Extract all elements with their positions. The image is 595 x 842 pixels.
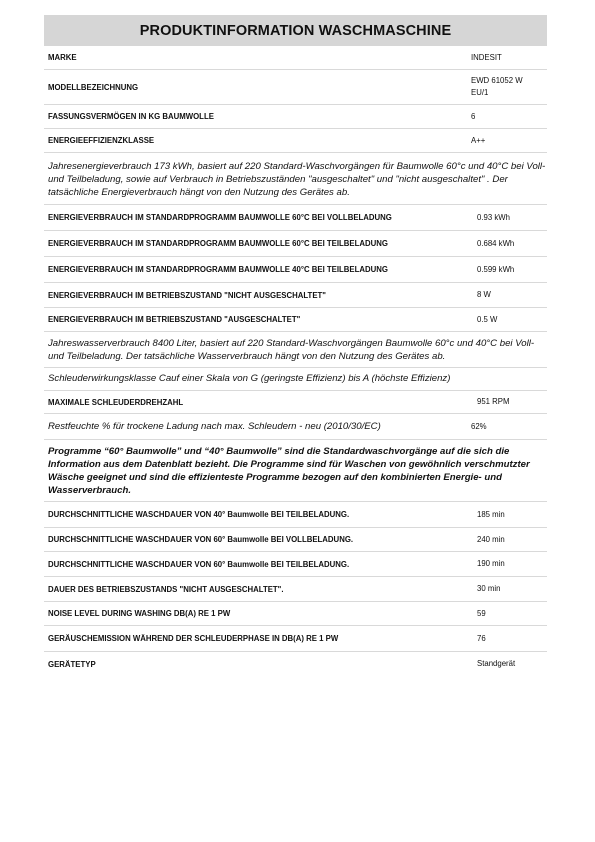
spec-label: DURCHSCHNITTLICHE WASCHDAUER VON 60° Baumwolle BEI TEILBELADUNG.: [48, 559, 350, 569]
table-row: [44, 308, 547, 332]
table-row: [44, 414, 547, 440]
spec-value: 6: [471, 111, 476, 121]
table-row: [44, 552, 547, 577]
spec-value: 30 min: [477, 584, 501, 593]
spec-label: ENERGIEEFFIZIENZKLASSE: [48, 136, 155, 145]
spec-value: INDESIT: [471, 52, 502, 62]
spec-value: 62%: [471, 421, 487, 431]
table-row: [44, 652, 547, 676]
spec-value: 0.684 kWh: [477, 238, 515, 248]
spec-label: DAUER DES BETRIEBSZUSTANDS "NICHT AUSGESCHALTET".: [48, 584, 284, 594]
spec-value: 76: [477, 633, 486, 643]
spec-value-line: EWD 61052 W: [471, 76, 523, 85]
spec-value: 59: [477, 608, 486, 618]
spec-value: 8 W: [477, 290, 491, 299]
table-row: [44, 105, 547, 129]
table-row: [44, 205, 547, 231]
table-row: [44, 626, 547, 652]
spec-label: MODELLBEZEICHNUNG: [48, 82, 139, 92]
spec-label: FASSUNGSVERMÖGEN IN KG BAUMWOLLE: [48, 112, 214, 121]
table-row: [44, 283, 547, 308]
spec-value: 190 min: [477, 559, 505, 568]
spec-value-line: EU/1: [471, 88, 489, 97]
spin-efficiency-paragraph: Schleuderwirkungsklasse Cauf einer Skala von G (geringste Effizienz) bis A (höchste Effizienz): [44, 368, 547, 391]
table-row: [44, 391, 547, 414]
spec-value: 0.599 kWh: [477, 264, 515, 274]
spec-label: ENERGIEVERBRAUCH IM STANDARDPROGRAMM BAUMWOLLE 40°C BEI TEILBELADUNG: [48, 265, 388, 274]
energy-consumption-paragraph: Jahresenergieverbrauch 173 kWh, basiert auf 220 Standard-Waschvorgängen für Baumwolle 60°c und 40°C bei Voll- und Teilbeladung, sowie auf Verbrauch in Betriebszuständen "ausgeschaltet" und "nicht ausgeschaltet" . Der tatsächliche Energieverbrauch hängt von den Nutzung des Gerätes ab.: [44, 153, 547, 205]
spec-label: ENERGIEVERBRAUCH IM BETRIEBSZUSTAND "AUSGESCHALTET": [48, 315, 301, 324]
spec-label: GERÄUSCHEMISSION WÄHREND DER SCHLEUDERPHASE IN DB(A) RE 1 PW: [48, 634, 339, 643]
spec-value: 185 min: [477, 509, 505, 519]
spec-label: ENERGIEVERBRAUCH IM BETRIEBSZUSTAND "NICHT AUSGESCHALTET": [48, 290, 326, 300]
table-row: [44, 129, 547, 153]
residual-moisture-label: Restfeuchte % für trockene Ladung nach max. Schleudern - neu (2010/30/EC): [48, 421, 381, 432]
spec-value: 0.93 kWh: [477, 212, 510, 222]
table-row: [44, 46, 547, 70]
table-row: [44, 528, 547, 552]
spec-value: Standgerät: [477, 659, 516, 668]
spec-value: 240 min: [477, 534, 505, 544]
table-row: [44, 231, 547, 257]
table-row: [44, 257, 547, 283]
table-row: [44, 577, 547, 602]
spec-value: 0.5 W: [477, 314, 498, 324]
spec-label: DURCHSCHNITTLICHE WASCHDAUER VON 60° Baumwolle BEI VOLLBELADUNG.: [48, 535, 354, 544]
standard-programme-paragraph: Programme “60° Baumwolle” und “40° Baumwolle” sind die Standardwaschvorgänge auf die sich die Information aus dem Datenblatt bezieht. Die Programme sind für Waschen von gewöhnlich verschmutzter Wäsche geeignet und sind die effizienteste Programme bezogen auf den kombinierten Energie- und Wasserverbrauch.: [44, 440, 547, 502]
spec-label: NOISE LEVEL DURING WASHING DB(A) RE 1 PW: [48, 609, 231, 618]
table-row: [44, 502, 547, 528]
table-row: [44, 70, 547, 105]
product-info-sheet: [44, 15, 547, 676]
water-consumption-paragraph: Jahreswasserverbrauch 8400 Liter, basiert auf 220 Standard-Waschvorgängen Baumwolle 60°c und 40°C bei Voll- und Teilbeladung. Der tatsächliche Wasserverbrauch hängt von den Nutzung des Gerätes ab.: [44, 332, 547, 368]
spec-value: 951 RPM: [477, 397, 510, 406]
page-title: PRODUKTINFORMATION WASCHMASCHINE: [44, 15, 547, 46]
spec-label: ENERGIEVERBRAUCH IM STANDARDPROGRAMM BAUMWOLLE 60°C BEI VOLLBELADUNG: [48, 213, 392, 222]
spec-value: A++: [471, 135, 486, 145]
spec-label: ENERGIEVERBRAUCH IM STANDARDPROGRAMM BAUMWOLLE 60°C BEI TEILBELADUNG: [48, 239, 388, 248]
table-row: [44, 602, 547, 626]
spec-label: MAXIMALE SCHLEUDERDREHZAHL: [48, 397, 184, 407]
spec-label: DURCHSCHNITTLICHE WASCHDAUER VON 40° Baumwolle BEI TEILBELADUNG.: [48, 510, 350, 519]
spec-label: MARKE: [48, 53, 77, 62]
spec-label: GERÄTETYP: [48, 659, 96, 669]
spec-value: [471, 75, 547, 99]
